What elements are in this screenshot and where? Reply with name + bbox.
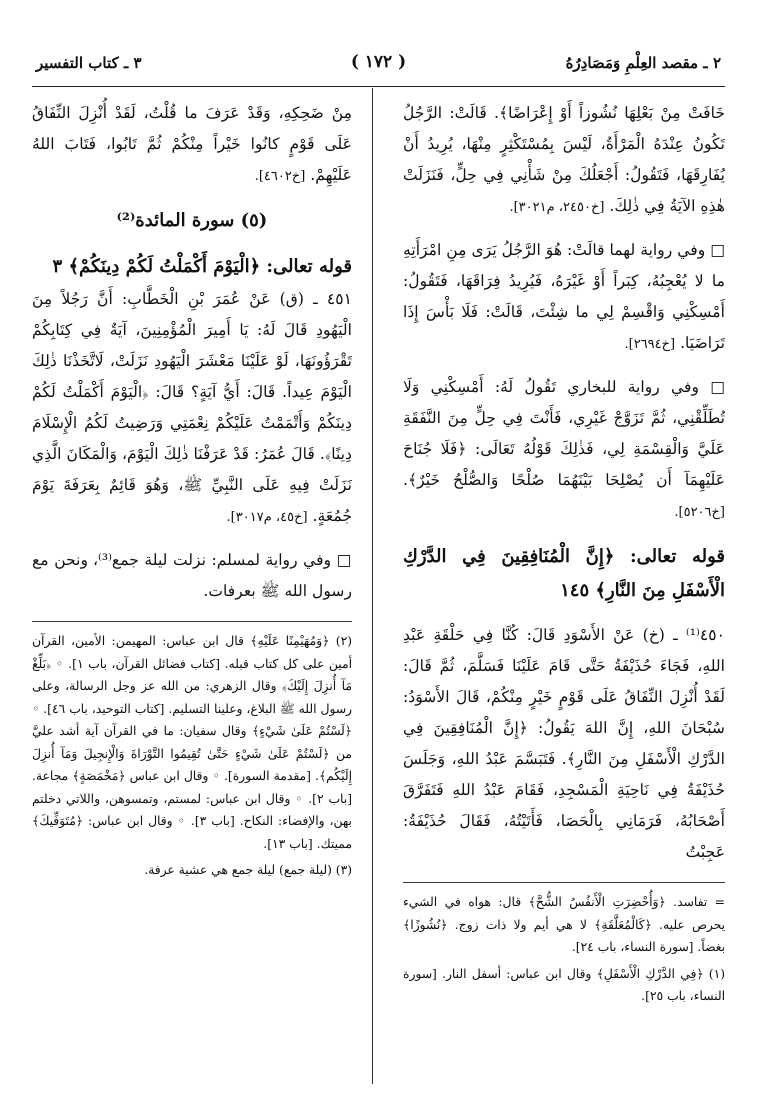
surah-title: (٥) سورة المائدة⁽²⁾ [116,210,268,231]
paragraph [403,372,725,528]
paragraph: □ وفي رواية لمسلم: نزلت ليلة جمع⁽³⁾، ونحن مع رسول الله ﷺ بعرفات. [32,551,352,600]
paragraph-text: □ وفي رواية للبخاري تَقُولُ لَهُ: أَمْسِكْنِي وَلَا تُطَلِّقْنِي، ثُمَّ تَزَوَّجْ غَيْرِي، فَأَنْتَ فِي حِلٍّ مِنَ النَّفَقَةِ عَلَيَّ وَالْقِسْمَةِ لِي، فَذٰلِكَ قَوْلُهُ تَعَالَى: ﴿فَلَا جُنَاحَ عَلَيْهِمَآ أَن يُصْلِحَا بَيْنَهُمَا صُلْحًا وَالصُّلْحُ خَيْرٌ﴾. [403,378,725,489]
hadith-reference: [خ٢٤٥٠، م٣٠٢١]. [509,200,605,215]
paragraph-text: خَافَتْ مِنْ بَعْلِهَا نُشُوزاً أَوْ إِعْرَاضًا﴾. قَالَتْ: الرَّجُلُ تَكُونُ عِنْدَهُ الْمَرْأَةُ، لَيْسَ بِمُسْتَكْثِرٍ مِنْهَا، يُرِيدُ أَنْ يُفَارِقَهَا، فَتَقُولُ: أَجْعَلُكَ مِنْ شَأْنِي فِي حِلٍّ، فَنَزَلَتْ هٰذِهِ الآيَةُ فِي ذٰلِكَ. [403,104,725,215]
paragraph [32,98,352,192]
hadith-reference: [خ٢٦٩٤]. [624,337,676,352]
footnote-1: (١) ﴿فِي الدَّرْكِ الْأَسْفَلِ﴾ وقال ابن عباس: أسفل النار. [سورة النساء، باب ٢٥]. [403,966,725,1003]
footnote-continued: = تفاسد. ﴿وَأُحْضِرَتِ الْأَنفُسُ الشُّحَّ﴾ قال: هواه في الشيء يحرص عليه. ﴿كَالْمُعَلَّقَةِ﴾ لا هي أيم ولا ذات زوج. ﴿نُشُوزًا﴾ بغضاً. [سورة النساء، باب ٢٤]. [403,895,725,954]
paragraph [403,235,725,360]
column-divider [372,88,373,1084]
hadith-reference: [خ٤٦٠٢]. [254,169,306,184]
hadith-450: ٤٥٠⁽¹⁾ ـ (خ) عَنْ الأَسْوَدِ قَالَ: كُنَّا فِي حَلْقَةِ عَبْدِ اللهِ، فَجَاءَ حُذَيْفَةُ حَتَّى قَامَ عَلَيْنَا فَسَلَّمَ، ثُمَّ قَالَ: لَقَدْ أُنْزِلَ النِّفَاقُ عَلَى قَوْمٍ خَيْرٍ مِنْكُمْ، قَالَ الأَسْوَدُ: سُبْحَانَ اللهِ، إِنَّ اللهَ يَقُولُ: ﴿إِنَّ الْمُنَافِقِينَ فِي الدَّرْكِ الْأَسْفَلِ مِنَ النَّارِ﴾. فَتَبَسَّمَ عَبْدُ اللهِ، وَجَلَسَ حُذَيْفَةُ فِي نَاحِيَةِ الْمَسْجِدِ، فَقَامَ عَبْدُ اللهِ فَتَفَرَّقَ أَصْحَابُهُ، فَرَمَانِي بِالْحَصَا، فَأَتَيْتُهُ، فَقَالَ حُذَيْفَةُ: عَجِبْتُ [403,626,725,861]
paragraph-text: مِنْ ضَحِكِهِ، وَقَدْ عَرَفَ ما قُلْتُ، لَقَدْ أُنْزِلَ النِّفَاقُ عَلَى قَوْمٍ كانُوا خَيْراً مِنْكُمْ ثُمَّ تَابُوا، فَتَابَ اللهُ عَلَيْهِمْ. [32,104,352,184]
paragraph [403,98,725,223]
header-book-title: ٣ ـ كتاب التفسير [36,54,142,72]
paragraph-text: □ وفي رواية لهما قالَتْ: هُوَ الرَّجُلُ يَرَى مِنِ امْرَأَتِهِ ما لا يُعْجِبُهُ، كِبَراً أَوْ غَيْرَهُ، فَيُرِيدُ فِرَاقَهَا، فَتَقُولُ: أَمْسِكْنِي وَاقْسِمْ لِي ما شِئْتَ، قَالَتْ: فَلَا بَأْسَ إِذَا تَرَاضَيَا. [403,241,725,352]
footnote-3: (٣) (ليلة جمع) ليلة جمع هي عشية عرفة. [144,863,352,877]
hadith-reference: [خ٤٥، م٣٠١٧]. [226,510,308,525]
footnote-2: (٢) ﴿وَمُهَيْمِنًا عَلَيْهِ﴾ قال ابن عباس: المهيمن: الأمين، القرآن أمين على كل كتاب قبله. [كتاب فضائل القرآن، باب ١]. ◦ ﴿بَلِّغْ مَآ أُنزِلَ إِلَيْكَ﴾ وقال الزهري: من الله عز وجل الرسالة، وعلى رسول الله ﷺ البلاغ، وعلينا التسليم. [كتاب التوحيد، باب ٤٦]. ◦ ﴿لَسْتُمْ عَلَىٰ شَيْءٍ﴾ وقال سفيان: ما في القرآن آية أشد عليَّ من ﴿لَسْتُمْ عَلَىٰ شَيْءٍ حَتَّىٰ تُقِيمُوا التَّوْرَاةَ وَالْإِنجِيلَ وَمَآ أُنزِلَ إِلَيْكُم﴾. [مقدمة السورة]. ◦ وقال ابن عباس ﴿مَخْمَصَةٍ﴾ مجاعة. [باب ٢]. ◦ وقال ابن عباس: لمستم، وتمسوهن، واللاتي دخلتم بهن، والإفضاء: النكاح. [باب ٣]. ◦ وقال ابن عباس: ﴿مُتَوَفِّيكَ﴾ مميتك. [باب ١٣]. [32,634,353,851]
left-column [32,98,352,886]
section-heading: قوله تعالى: ﴿الْيَوْمَ أَكْمَلْتُ لَكُمْ دِينَكُمْ﴾ ٣ [52,256,352,277]
footnote-separator [403,882,725,883]
footnote-separator [32,621,352,622]
section-heading: قوله تعالى: ﴿إِنَّ الْمُنَافِقِينَ فِي الدَّرْكِ الْأَسْفَلِ مِنَ النَّارِ﴾ ١٤٥ [403,546,725,601]
paragraph-text: ٤٥١ ـ (ق) عَنْ عُمَرَ بْنِ الْخَطَّابِ: أَنَّ رَجُلاً مِنَ الْيَهُودِ قَالَ لَهُ: يَا أَمِيرَ الْمُؤْمِنِينَ، آيَةٌ فِي كِتَابِكُمْ تَقْرَؤُونَهَا، لَوْ عَلَيْنَا مَعْشَرَ الْيَهُودِ نَزَلَتْ، لَاتَّخَذْنَا ذٰلِكَ الْيَوْمَ عِيداً. قَالَ: أَيُّ آيَةٍ؟ قَالَ: ﴿الْيَوْمَ أَكْمَلْتُ لَكُمْ دِينَكُمْ وَأَتْمَمْتُ عَلَيْكُمْ نِعْمَتِي وَرَضِيتُ لَكُمُ الْإِسْلَامَ دِينًا﴾. قَالَ عُمَرُ: قَدْ عَرَفْنَا ذٰلِكَ الْيَوْمَ، وَالْمَكَانَ الَّذِي نَزَلَتْ فِيهِ عَلَى النَّبِيِّ ﷺ، وَهُوَ قَائِمٌ بِعَرَفَةَ يَوْمَ جُمُعَةٍ. [32,290,352,525]
page-number: ( ١٧٢ ) [350,52,407,72]
header-chapter-title: ٢ ـ مقصد العِلْمِ وَمَصَادِرُهُ [565,54,721,72]
hadith-reference: [خ٥٢٠٦]. [674,505,725,520]
hadith-451 [32,284,352,533]
right-column [403,98,725,1012]
page-header [32,40,725,87]
